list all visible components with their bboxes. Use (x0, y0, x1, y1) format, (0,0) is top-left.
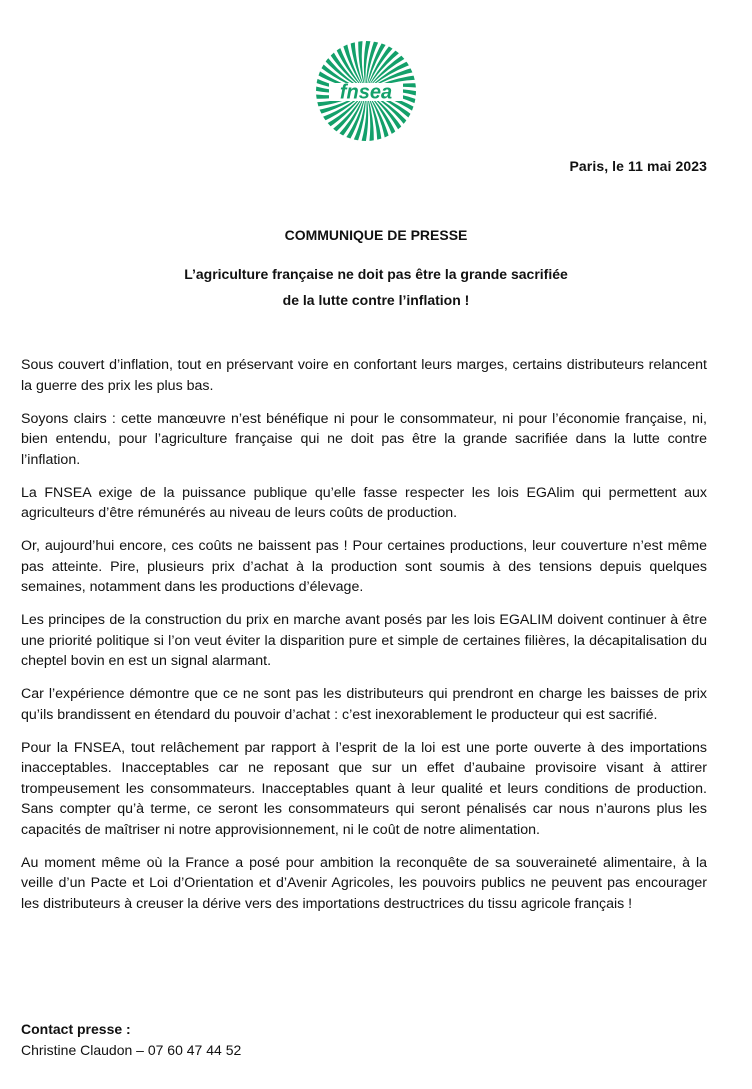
body-paragraph: Car l’expérience démontre que ce ne sont pas les distributeurs qui prendront en charge les baisses de prix qu’ils brandissent en étendard du pouvoir d’achat : c’est inexorablement le producteur qui est sacrifié. (21, 686, 707, 723)
fnsea-logo (315, 40, 417, 142)
body-paragraph: Au moment même où la France a posé pour ambition la reconquête de sa souveraineté alimentaire, à la veille d’un Pacte et Loi d’Orientation et d’Avenir Agricoles, les pouvoirs publics ne peuvent pas encourager les distributeurs à creuser la dérive vers des importations destructrices du tissu agricole français ! (21, 854, 707, 912)
contact-label: Contact presse : (21, 1021, 131, 1037)
press-contact (21, 1019, 241, 1061)
subtitle-line-1: L’agriculture française ne doit pas être la grande sacrifiée (184, 266, 568, 282)
subtitle-line-2: de la lutte contre l’inflation ! (282, 292, 470, 308)
body-paragraph: Or, aujourd’hui encore, ces coûts ne baissent pas ! Pour certaines productions, leur couverture n’est même pas atteinte. Pire, plusieurs prix d’achat à la production sont soumis à des tensions depuis quelques semaines, notamment dans les productions d’élevage. (21, 538, 707, 595)
body-paragraph: Soyons clairs : cette manœuvre n’est bénéfique ni pour le consommateur, ni pour l’économie française, ni, bien entendu, pour l’agriculture française qui ne doit pas être la grande sacrifiée dans la lutte contre l’inflation. (21, 410, 707, 468)
fnsea-logo-graphic (315, 40, 417, 142)
body-paragraph: Pour la FNSEA, tout relâchement par rapport à l’esprit de la loi est une porte ouverte à des importations inacceptables. Inacceptables car ne reposant que sur un effet d’aubaine provisoire visant à attirer trompeusement les consommateurs. Inacceptables quant à leur qualité et leurs conditions de production. Sans compter qu’à terme, ce seront les consommateurs qui seront pénalisés car nous n’aurons plus les capacités de maîtriser ni notre approvisionnement, ni le coût de notre alimentation. (21, 739, 707, 838)
date-line: Paris, le 11 mai 2023 (569, 158, 707, 174)
press-release-body (21, 355, 707, 927)
press-release-heading: COMMUNIQUE DE PRESSE (284, 227, 468, 243)
body-paragraph: La FNSEA exige de la puissance publique qu’elle fasse respecter les lois EGAlim qui permettent aux agriculteurs d’être rémunérés au niveau de leurs coûts de production. (21, 484, 707, 521)
contact-name-phone: Christine Claudon – 07 60 47 44 52 (21, 1042, 242, 1058)
press-release-subtitle (0, 261, 752, 313)
logo-wordmark: fnsea (339, 81, 393, 104)
body-paragraph: Les principes de la construction du prix en marche avant posés par les lois EGALIM doivent continuer à être une priorité politique si l’on veut éviter la disparition pure et simple de certaines filières, la décapitalisation du cheptel bovin en est un signal alarmant. (21, 612, 707, 669)
body-paragraph: Sous couvert d’inflation, tout en préservant voire en confortant leurs marges, certains distributeurs relancent la guerre des prix les plus bas. (21, 357, 707, 394)
